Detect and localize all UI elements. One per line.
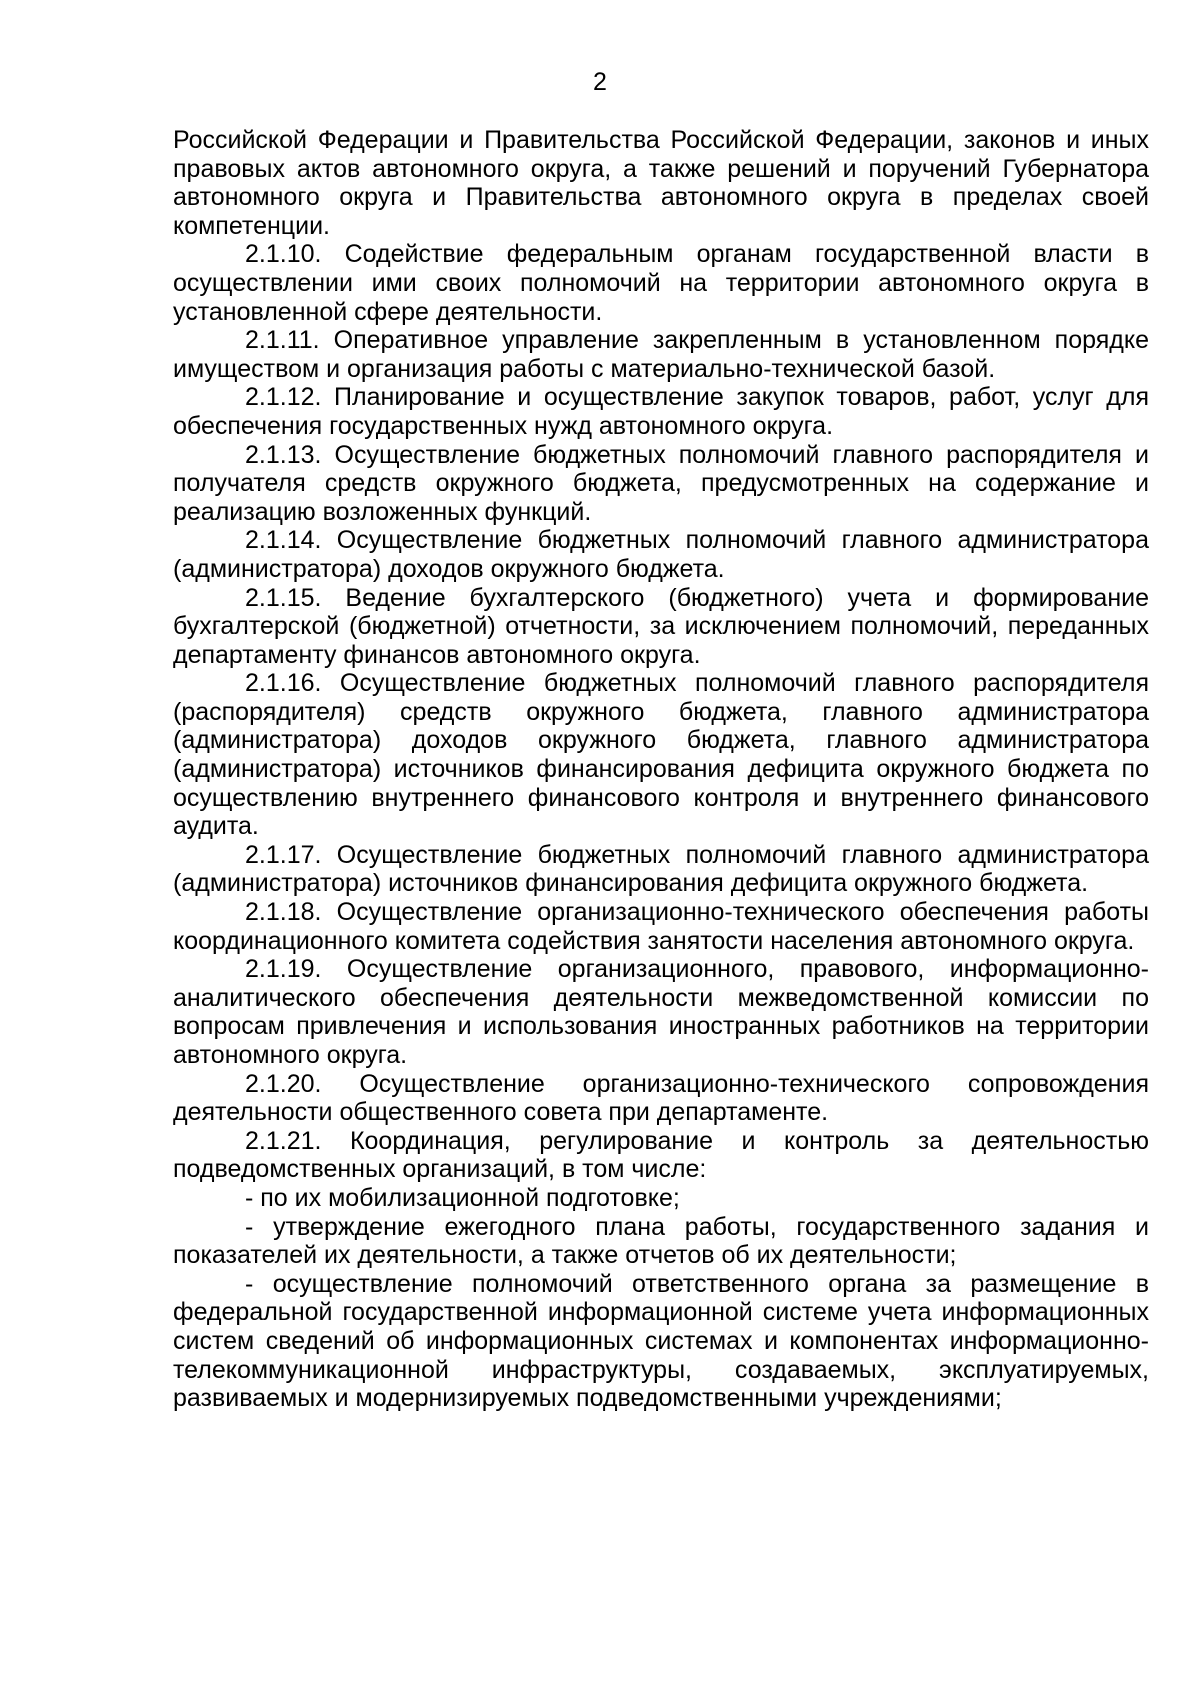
paragraph-2-1-15: 2.1.15. Ведение бухгалтерского (бюджетного) учета и формирование бухгалтерской (бюджетной) отчетности, за исключением полномочий, переданных департаменту финансов автономного округа. <box>173 583 1149 669</box>
document-body <box>173 126 1149 1413</box>
paragraph-2-1-12: 2.1.12. Планирование и осуществление закупок товаров, работ, услуг для обеспечения государственных нужд автономного округа. <box>173 383 1149 440</box>
list-item-information-systems: - осуществление полномочий ответственного органа за размещение в федеральной государственной информационной системе учета информационных систем сведений об информационных системах и компонентах информационно-телекоммуникационной инфраструктуры, создаваемых, эксплуатируемых, развиваемых и модернизируемых подведомственными учреждениями; <box>173 1269 1149 1413</box>
paragraph-2-1-14: 2.1.14. Осуществление бюджетных полномочий главного администратора (администратора) доходов окружного бюджета. <box>173 526 1149 583</box>
list-item-mobilization: - по их мобилизационной подготовке; <box>245 1183 680 1212</box>
paragraph-2-1-16: 2.1.16. Осуществление бюджетных полномочий главного распорядителя (распорядителя) средств окружного бюджета, главного администратора (администратора) доходов окружного бюджета, главного администратора (администратора) источников финансирования дефицита окружного бюджета по осуществлению внутреннего финансового контроля и внутреннего финансового аудита. <box>173 669 1149 841</box>
list-item-annual-plan: - утверждение ежегодного плана работы, государственного задания и показателей их деятельности, а также отчетов об их деятельности; <box>173 1212 1149 1270</box>
paragraph-2-1-19: 2.1.19. Осуществление организационного, правового, информационно-аналитического обеспечения деятельности межведомственной комиссии по вопросам привлечения и использования иностранных работников на территории автономного округа. <box>173 955 1149 1069</box>
paragraph-2-1-13: 2.1.13. Осуществление бюджетных полномочий главного распорядителя и получателя средств окружного бюджета, предусмотренных на содержание и реализацию возложенных функций. <box>173 440 1149 526</box>
paragraph-2-1-20: 2.1.20. Осуществление организационно-технического сопровождения деятельности общественного совета при департаменте. <box>173 1069 1149 1127</box>
paragraph-2-1-17: 2.1.17. Осуществление бюджетных полномочий главного администратора (администратора) источников финансирования дефицита окружного бюджета. <box>173 840 1149 898</box>
paragraph-2-1-11: 2.1.11. Оперативное управление закрепленным в установленном порядке имуществом и организация работы с материально-технической базой. <box>173 326 1149 383</box>
paragraph-continuation: Российской Федерации и Правительства Российской Федерации, законов и иных правовых актов автономного округа, а также решений и поручений Губернатора автономного округа и Правительства автономного округа в пределах своей компетенции. <box>173 126 1149 240</box>
page-number: 2 <box>593 68 607 96</box>
paragraph-2-1-18: 2.1.18. Осуществление организационно-технического обеспечения работы координационного комитета содействия занятости населения автономного округа. <box>173 898 1149 955</box>
paragraph-2-1-10: 2.1.10. Содействие федеральным органам государственной власти в осуществлении ими своих полномочий на территории автономного округа в установленной сфере деятельности. <box>173 240 1149 326</box>
paragraph-2-1-21: 2.1.21. Координация, регулирование и контроль за деятельностью подведомственных организаций, в том числе: <box>173 1126 1149 1184</box>
